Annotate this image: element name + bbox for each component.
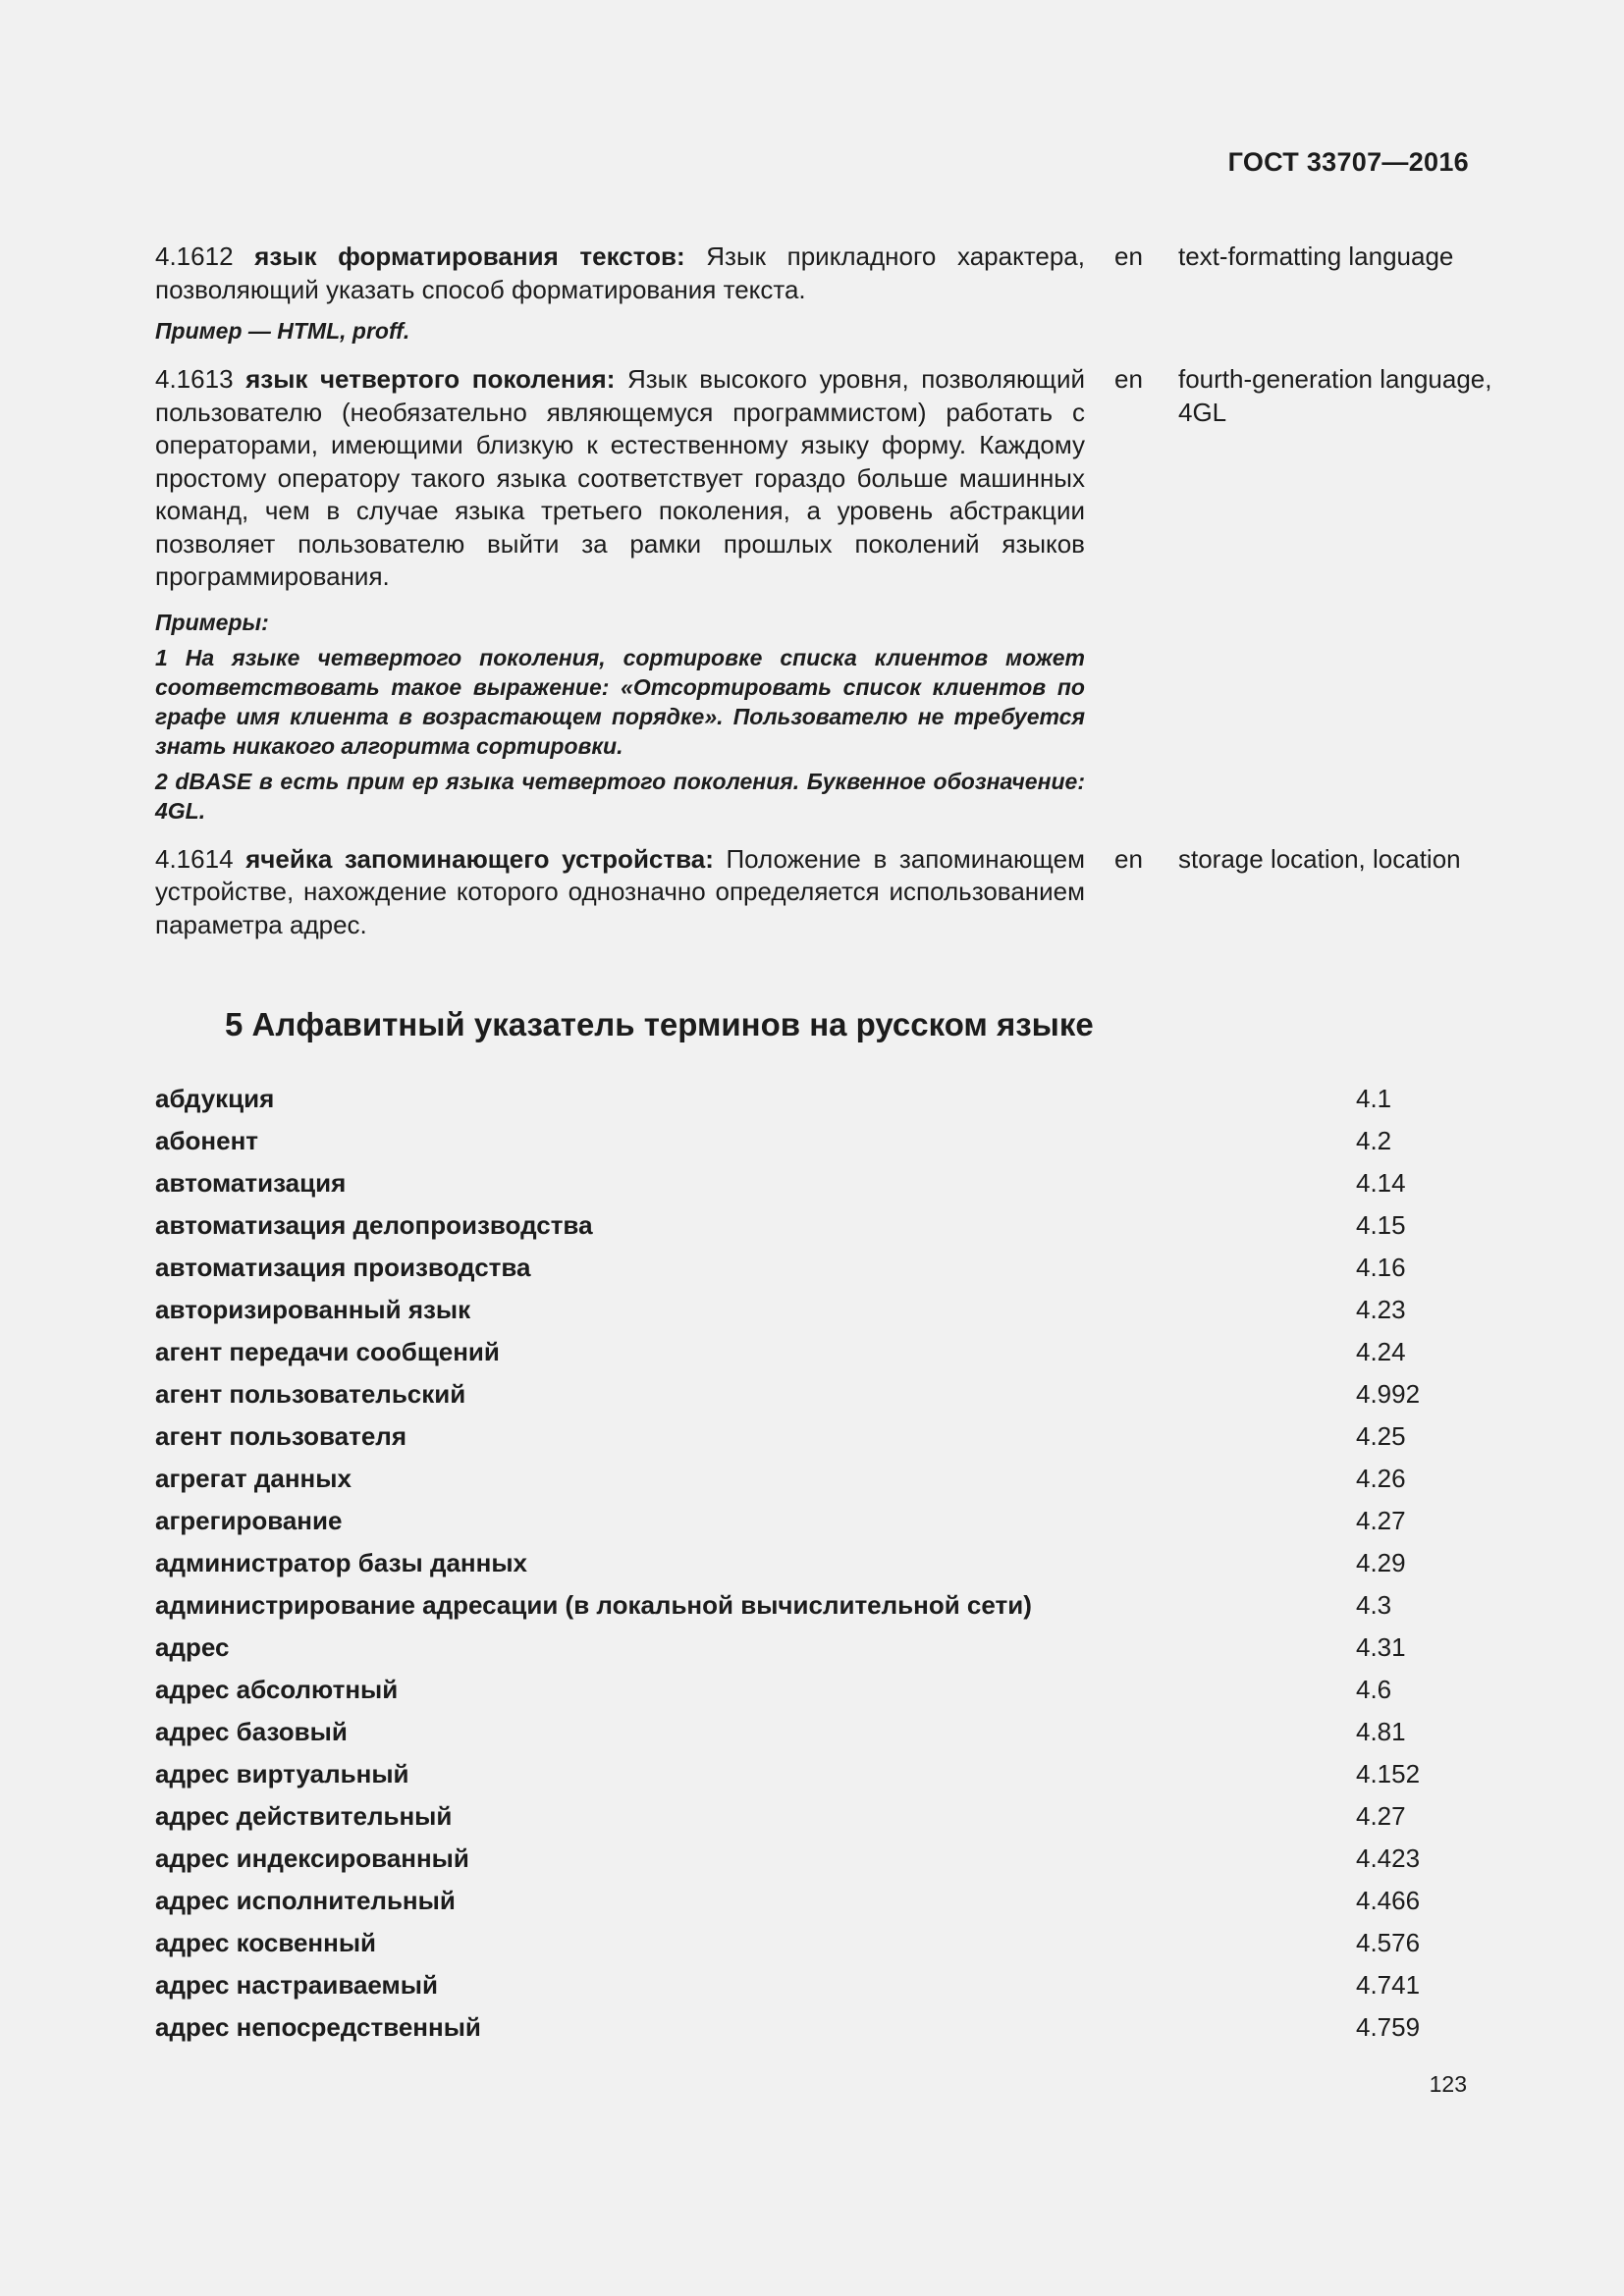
index-term: администрирование адресации (в локальной вычислительной сети) <box>155 1590 1032 1620</box>
term-name: язык четвертого поколения: <box>245 364 616 394</box>
index-term: адрес виртуальный <box>155 1759 409 1789</box>
index-term: абдукция <box>155 1084 275 1113</box>
index-reference: 4.27 <box>1356 1506 1406 1535</box>
index-reference: 4.15 <box>1356 1210 1406 1240</box>
index-row <box>155 1247 1432 1289</box>
index-row <box>155 1922 1432 1964</box>
term-definition: Язык высокого уровня, позволяющий пользователю (необязательно являющемуся программистом) работать с операторами, имеющими близкую к естественному языку форму. Каждому простому оператору такого языка соответствует гораздо больше машинных команд, чем в случае языка третьего поколения, а уровень абстракции позволяет пользователю выйти за рамки прошлых поколений языков программирования. <box>155 364 1085 591</box>
term-number: 4.1612 <box>155 241 234 271</box>
index-reference: 4.29 <box>1356 1548 1406 1577</box>
index-reference: 4.27 <box>1356 1801 1406 1831</box>
index-term: агрегат данных <box>155 1464 352 1493</box>
index-term: адрес непосредственный <box>155 2012 481 2042</box>
index-row <box>155 2006 1432 2049</box>
term-definition-block <box>155 240 1085 306</box>
index-reference: 4.23 <box>1356 1295 1406 1324</box>
index-row <box>155 1331 1432 1373</box>
example-note: Пример — HTML, proff. <box>155 318 410 344</box>
index-term: адрес действительный <box>155 1801 453 1831</box>
term-number: 4.1613 <box>155 364 234 394</box>
term-definition-block <box>155 843 1085 942</box>
index-reference: 4.2 <box>1356 1126 1392 1155</box>
index-term: адрес индексированный <box>155 1843 469 1873</box>
index-reference: 4.3 <box>1356 1590 1392 1620</box>
index-term: автоматизация <box>155 1168 347 1198</box>
index-reference: 4.16 <box>1356 1253 1406 1282</box>
index-row <box>155 1458 1432 1500</box>
page-number: 123 <box>1429 2071 1467 2097</box>
index-reference: 4.1 <box>1356 1084 1392 1113</box>
index-term: адрес базовый <box>155 1717 348 1746</box>
example-note: 1 На языке четвертого поколения, сортировке списка клиентов может соответствовать такое выражение: «Отсортировать список клиентов по графе имя клиента в возрастающем порядке». Пользователю не требуется знать никакого алгоритма сортировки. <box>155 644 1085 759</box>
section-title: 5 Алфавитный указатель терминов на русском языке <box>225 1006 1094 1042</box>
index-term: агрегирование <box>155 1506 343 1535</box>
index-reference: 4.25 <box>1356 1421 1406 1451</box>
index-term: администратор базы данных <box>155 1548 528 1577</box>
index-row <box>155 1415 1432 1458</box>
index-row <box>155 1289 1432 1331</box>
language-tag: en <box>1114 364 1143 394</box>
english-equivalent: text-formatting language <box>1178 241 1454 271</box>
index-row <box>155 1542 1432 1584</box>
index-row <box>155 1838 1432 1880</box>
language-tag: en <box>1114 843 1143 874</box>
index-row <box>155 1753 1432 1795</box>
index-reference: 4.576 <box>1356 1928 1421 1957</box>
examples-heading: Примеры: <box>155 609 269 635</box>
index-reference: 4.992 <box>1356 1379 1421 1409</box>
index-term: абонент <box>155 1126 259 1155</box>
index-row <box>155 1669 1432 1711</box>
index-reference: 4.759 <box>1356 2012 1421 2042</box>
index-reference: 4.423 <box>1356 1843 1421 1873</box>
index-term: автоматизация делопроизводства <box>155 1210 593 1240</box>
index-row <box>155 1162 1432 1204</box>
index-reference: 4.81 <box>1356 1717 1406 1746</box>
index-reference: 4.26 <box>1356 1464 1406 1493</box>
term-entry <box>155 843 1481 942</box>
index-reference: 4.14 <box>1356 1168 1406 1198</box>
index-row <box>155 1711 1432 1753</box>
index-reference: 4.741 <box>1356 1970 1421 2000</box>
index-row <box>155 1500 1432 1542</box>
index-row <box>155 1880 1432 1922</box>
term-entries <box>155 240 1492 941</box>
index-reference: 4.31 <box>1356 1632 1406 1662</box>
index-term: адрес <box>155 1632 230 1662</box>
index-term: автоматизация производства <box>155 1253 531 1282</box>
index-term: агент пользовательский <box>155 1379 466 1409</box>
index-row <box>155 1795 1432 1838</box>
index-row <box>155 1373 1432 1415</box>
index-term: адрес исполнительный <box>155 1886 456 1915</box>
term-entry <box>155 240 1481 306</box>
index-row <box>155 1078 1432 1120</box>
index-row <box>155 1964 1432 2006</box>
term-entry <box>155 363 1492 594</box>
language-tag: en <box>1114 241 1143 271</box>
index-term: агент пользователя <box>155 1421 406 1451</box>
term-definition: Положение в запоминающем устройстве, нахождение которого однозначно определяется использованием параметра адрес. <box>155 843 1085 939</box>
example-note: 2 dBASE в есть прим ер языка четвертого поколения. Буквенное обозначение: 4GL. <box>155 768 1085 824</box>
term-number: 4.1614 <box>155 843 234 874</box>
index-term: агент передачи сообщений <box>155 1337 500 1366</box>
index-row <box>155 1627 1432 1669</box>
term-name: ячейка запоминающего устройства: <box>245 843 714 874</box>
english-equivalent: storage location, location <box>1178 843 1461 874</box>
term-definition: Язык прикладного характера, позволяющий указать способ форматирования текста. <box>155 241 1085 304</box>
index-term: адрес косвенный <box>155 1928 377 1957</box>
index-row <box>155 1120 1432 1162</box>
english-equivalent: fourth-generation language, 4GL <box>1178 364 1492 427</box>
document-code: ГОСТ 33707—2016 <box>1227 147 1469 177</box>
index-term: адрес абсолютный <box>155 1675 399 1704</box>
alphabetical-index <box>155 1078 1432 2049</box>
index-reference: 4.24 <box>1356 1337 1406 1366</box>
index-row <box>155 1204 1432 1247</box>
index-term: адрес настраиваемый <box>155 1970 438 2000</box>
index-reference: 4.466 <box>1356 1886 1421 1915</box>
index-term: авторизированный язык <box>155 1295 471 1324</box>
term-name: язык форматирования текстов: <box>254 241 685 271</box>
index-reference: 4.6 <box>1356 1675 1392 1704</box>
term-definition-block <box>155 363 1085 594</box>
index-row <box>155 1584 1432 1627</box>
index-reference: 4.152 <box>1356 1759 1421 1789</box>
